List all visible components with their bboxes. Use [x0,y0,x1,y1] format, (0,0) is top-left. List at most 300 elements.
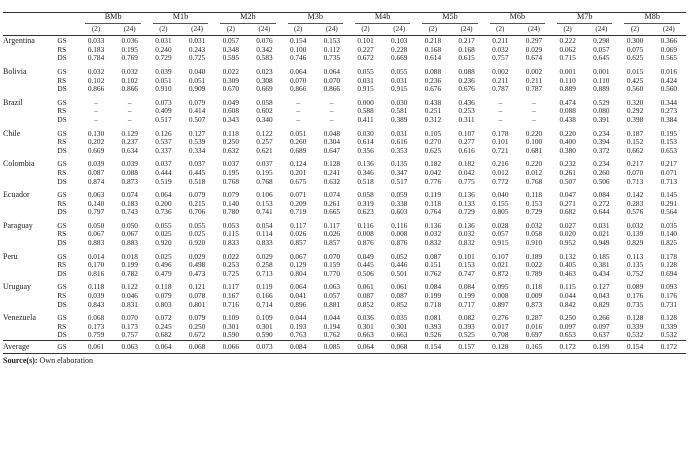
table-cell: 0.697 [525,330,543,340]
table-cell: 0.030 [391,97,408,107]
table-cell: 0.154 [289,35,307,45]
table-cell: 0.026 [289,229,307,239]
table-cell: 0.088 [458,66,475,76]
table-cell: 0.026 [323,229,341,239]
table-cell: 0.087 [87,167,105,177]
table-cell: – [498,106,503,116]
table-cell: 0.124 [289,159,307,169]
table-cell: 0.616 [458,145,475,155]
country-spacer [3,239,57,248]
table-cell: 0.118 [424,198,441,208]
model-header: M5b [416,13,483,25]
table-cell: 0.283 [626,198,644,208]
table-cell: 0.529 [593,97,610,107]
table-cell: 0.057 [593,44,610,54]
table-cell: 0.080 [593,106,610,116]
table-cell: 0.852 [357,299,374,309]
horizon-header: (2) [214,25,247,36]
country-spacer [3,85,57,94]
table-cell: 0.602 [256,106,273,116]
horizon-header: (24) [180,25,214,36]
table-cell: – [330,106,334,116]
table-cell: 0.046 [121,291,138,301]
table-cell: 0.135 [626,260,644,270]
table-cell: 0.713 [256,268,273,278]
table-cell: 0.260 [289,137,307,147]
table-cell: 0.236 [424,75,442,85]
stat-label: DS [57,299,67,309]
table-cell: 0.380 [559,145,576,155]
country-spacer [3,147,57,156]
table-cell: 0.768 [256,176,273,186]
table-cell: 0.195 [256,167,273,177]
table-cell: 0.228 [391,44,408,54]
table-cell: 0.804 [289,268,307,278]
table-cell: 0.211 [492,35,509,45]
table-cell: 0.300 [626,35,644,45]
table-cell: 0.017 [492,321,509,331]
table-cell: 0.041 [289,291,307,301]
table-cell: 0.101 [492,137,509,147]
country-spacer [3,323,57,332]
table-row [3,155,686,169]
table-cell: – [296,114,300,124]
stat-label: GS [57,220,67,230]
stat-label: GS [57,251,67,261]
country-spacer [3,138,57,147]
table-cell: 0.127 [593,282,610,292]
table-cell: 0.241 [323,167,341,177]
table-cell: 0.115 [222,229,239,239]
table-cell: 0.101 [357,35,374,45]
table-cell: 0.257 [256,137,273,147]
table-cell: 0.560 [626,84,644,94]
table-cell: 0.762 [323,330,341,340]
table-cell: – [127,97,132,107]
table-cell: 0.200 [155,198,172,208]
table-cell: 0.277 [458,137,475,147]
stat-label: RS [57,229,67,239]
table-cell: 0.176 [626,291,644,301]
table-cell: – [94,97,98,107]
horizon-header: (2) [416,25,449,36]
table-cell: 0.258 [256,260,273,270]
table-cell: 0.139 [626,229,644,239]
table-row [3,239,686,248]
horizon-header: (24) [652,25,686,36]
table-cell: 0.253 [458,106,475,116]
table-cell: 0.014 [87,251,105,261]
country-name: Colombia [3,159,35,169]
horizon-header: (24) [247,25,281,36]
table-cell: 0.729 [525,207,543,217]
table-cell: 0.040 [492,190,509,200]
table-cell: 0.304 [323,137,341,147]
table-cell: 0.309 [222,75,239,85]
table-cell: 0.064 [147,341,180,354]
table-cell: 0.002 [525,66,543,76]
table-cell: 0.154 [618,341,651,354]
table-cell: – [532,106,536,116]
table-row [3,217,686,231]
table-cell: – [94,106,98,116]
table-cell: 0.020 [559,229,576,239]
table-cell: 0.576 [626,207,644,217]
table-cell: 0.084 [593,190,610,200]
table-cell: 0.735 [323,53,341,63]
table-cell: 0.270 [424,137,442,147]
country-spacer [3,292,57,301]
table-cell: 0.059 [391,190,408,200]
table-cell: 0.178 [660,251,678,261]
table-cell: 0.009 [525,291,543,301]
table-cell: 0.366 [660,35,678,45]
table-cell: 0.079 [222,190,239,200]
table-cell: 0.506 [593,176,610,186]
table-cell: 0.787 [492,84,509,94]
table-cell: 0.070 [626,167,644,177]
table-cell: 0.118 [525,190,543,200]
table-cell: 0.532 [626,330,644,340]
country-spacer [3,208,57,217]
table-cell: 0.037 [222,159,239,169]
table-cell: 0.061 [357,282,374,292]
table-cell: 0.217 [660,159,678,169]
table-cell: 0.714 [256,299,273,309]
country-name: Peru [3,251,18,261]
table-cell: 0.292 [626,106,644,116]
table-cell: 0.663 [357,330,374,340]
table-cell: 0.583 [256,53,273,63]
table-cell: 0.128 [323,159,341,169]
table-cell: 0.118 [155,282,172,292]
table-cell: 0.130 [87,128,105,138]
country-name: Brazil [3,97,23,107]
table-cell: 0.032 [492,44,509,54]
table-cell: 0.716 [222,299,239,309]
table-cell: 0.616 [391,137,408,147]
table-cell: 0.245 [155,321,172,331]
table-cell: 0.590 [256,330,273,340]
table-cell: 0.044 [289,313,307,323]
table-cell: 0.537 [155,137,172,147]
table-cell: 0.132 [559,251,576,261]
stat-label: RS [57,75,67,85]
table-cell: 0.220 [525,159,543,169]
table-cell: 0.301 [222,321,239,331]
table-cell: 0.049 [357,251,374,261]
table-cell: 0.308 [256,75,273,85]
table-cell: 0.775 [458,176,475,186]
horizon-header: (2) [349,25,382,36]
table-cell: 0.037 [256,159,273,169]
table-cell: 0.273 [660,106,678,116]
table-cell: 0.076 [256,35,273,45]
table-cell: 0.825 [660,238,678,248]
table-cell: 0.064 [155,190,172,200]
table-cell: 0.507 [188,114,206,124]
table-cell: 0.136 [424,220,442,230]
table-cell: 0.032 [626,220,644,230]
table-cell: 0.833 [222,238,239,248]
table-cell: 0.250 [222,137,239,147]
table-row [3,125,686,139]
table-cell: 0.187 [626,128,644,138]
table-cell: 0.039 [87,291,105,301]
table-cell: 0.173 [87,321,105,331]
table-row [3,230,686,239]
table-cell: 0.320 [626,97,644,107]
table-cell: 0.199 [121,260,138,270]
table-cell: 0.297 [525,35,543,45]
table-cell: 0.340 [256,114,273,124]
table-cell: 0.674 [525,53,543,63]
table-cell: 0.743 [121,207,138,217]
table-cell: 0.501 [391,268,408,278]
table-cell: 0.063 [113,341,147,354]
table-cell: 0.022 [525,260,543,270]
table-cell: 0.496 [155,260,172,270]
table-cell: 0.670 [222,84,239,94]
country-spacer [3,107,57,116]
table-cell: 0.473 [188,268,206,278]
table-cell: 0.085 [315,341,349,354]
country-spacer [3,301,57,310]
table-cell: 0.055 [391,66,408,76]
table-cell: 0.100 [525,137,543,147]
horizon-header: (24) [113,25,147,36]
table-cell: 0.001 [559,66,576,76]
country-spacer [3,261,57,270]
model-header: M6b [484,13,551,25]
table-cell: 0.178 [492,128,509,138]
model-header: M3b [282,13,349,25]
table-cell: 0.012 [492,167,509,177]
table-cell: 0.102 [121,75,138,85]
table-cell: 0.729 [458,207,475,217]
table-row [3,323,686,332]
table-cell: 0.915 [391,84,408,94]
horizon-header: (2) [484,25,517,36]
table-cell: 0.479 [155,268,172,278]
table-cell: 0.682 [559,207,576,217]
table-cell: 0.261 [559,167,576,177]
table-cell: 0.110 [593,75,610,85]
table-cell: 0.763 [289,330,307,340]
table-cell: 0.787 [525,84,543,94]
table-cell: 0.105 [424,128,442,138]
stat-label: DS [57,207,67,217]
table-cell: 0.102 [87,75,105,85]
table-cell: 0.474 [559,97,576,107]
table-cell: 0.031 [593,220,610,230]
table-cell: 0.058 [357,190,374,200]
table-cell: 0.107 [458,128,475,138]
table-cell: 0.193 [289,321,307,331]
table-cell: 0.044 [323,313,341,323]
table-cell: 0.759 [87,330,105,340]
table-cell: 0.109 [222,313,239,323]
country-spacer [3,169,57,178]
country-name: Venezuela [3,313,36,323]
table-cell: 0.436 [458,97,475,107]
table-cell: 0.831 [121,299,138,309]
table-cell: 0.682 [155,330,172,340]
table-cell: 0.042 [458,167,475,177]
table-cell: 0.676 [424,84,442,94]
stat-label: GS [57,313,67,323]
table-cell: 0.084 [424,282,442,292]
table-cell: 0.037 [155,159,172,169]
table-cell: 0.071 [289,190,307,200]
stat-label: RS [57,137,67,147]
table-row [3,138,686,147]
table-cell: 0.153 [458,260,475,270]
table-cell: 0.159 [323,260,341,270]
table-cell: 0.444 [155,167,172,177]
table-cell: 0.012 [525,167,543,177]
table-cell: 0.061 [79,341,112,354]
table-cell: 0.842 [559,299,576,309]
table-cell: 0.074 [323,190,341,200]
table-cell: 0.140 [660,229,678,239]
source-note [3,356,686,365]
table-cell: 0.234 [593,128,610,138]
table-cell: 0.170 [87,260,105,270]
table-cell: 0.391 [593,114,610,124]
table-cell: 0.153 [660,137,678,147]
table-cell: 0.008 [391,229,408,239]
table-cell: 0.021 [492,260,509,270]
horizon-header: (2) [79,25,112,36]
table-cell: 0.113 [626,251,644,261]
table-cell: 0.185 [593,251,610,261]
stat-label: DS [57,84,67,94]
stat-label: RS [57,167,67,177]
table-cell: 0.173 [121,321,138,331]
table-cell: 0.348 [222,44,239,54]
table-cell: 0.866 [289,84,307,94]
country-spacer [3,77,57,86]
table-row [3,36,686,46]
table-cell: 0.240 [155,44,172,54]
table-cell: 0.151 [424,260,442,270]
table-cell: 0.276 [492,313,509,323]
table-cell: 0.052 [391,251,408,261]
table-cell: 0.517 [391,176,408,186]
table-cell: 0.033 [87,35,105,45]
table-cell: 0.133 [458,198,475,208]
table-cell: 0.438 [559,114,576,124]
table-cell: 0.608 [222,106,239,116]
table-cell: 0.833 [256,238,273,248]
table-cell: 0.334 [188,145,206,155]
table-cell: 0.762 [424,268,442,278]
table-cell: 0.881 [323,299,341,309]
stat-label: GS [57,97,67,107]
table-cell: 0.237 [121,137,138,147]
table-cell: 0.122 [121,282,138,292]
table-cell: 0.116 [357,220,374,230]
table-cell: 0.384 [660,114,678,124]
table-cell: 0.445 [188,167,206,177]
table-cell: 0.776 [424,176,442,186]
stat-label: DS [57,330,67,340]
table-cell: 0.405 [559,260,576,270]
table-cell: 0.070 [121,313,138,323]
table-cell: 0.222 [559,35,576,45]
table-cell: 0.079 [188,97,206,107]
table-cell: 0.897 [492,299,509,309]
table-cell: 0.119 [256,282,273,292]
stat-label: DS [57,238,67,248]
country-name: Chile [3,128,21,138]
stat-label: GS [57,282,67,292]
table-cell: 0.195 [121,44,138,54]
stat-label: DS [57,145,67,155]
table-cell: 0.866 [121,84,138,94]
model-header: M7b [551,13,618,25]
table-cell: – [498,97,503,107]
table-cell: 0.588 [357,106,374,116]
table-cell: 0.319 [357,198,374,208]
table-cell: 0.234 [593,159,610,169]
table-cell: 0.769 [121,53,138,63]
table-cell: 0.117 [290,220,307,230]
table-cell: 0.266 [593,313,610,323]
table-cell: 0.253 [222,260,239,270]
table-cell: 0.342 [256,44,273,54]
table-cell: 0.625 [626,53,644,63]
table-cell: 0.029 [188,251,206,261]
table-cell: 0.127 [188,128,206,138]
horizon-header: (24) [450,25,484,36]
table-cell: 0.199 [584,341,618,354]
table-cell: 0.729 [155,53,172,63]
table-cell: 0.438 [424,97,442,107]
table-cell: 0.338 [391,198,408,208]
stat-label: RS [57,260,67,270]
table-cell: – [127,106,132,116]
table-row [3,208,686,217]
table-cell: 0.339 [660,321,678,331]
table-cell: 0.272 [593,198,610,208]
table-cell: 0.078 [188,291,206,301]
table-cell: 0.243 [188,44,206,54]
table-cell: 0.153 [525,198,543,208]
table-cell: 0.353 [391,145,408,155]
table-cell: 0.073 [155,97,172,107]
table-cell: 0.043 [593,291,610,301]
table-cell: 0.803 [155,299,172,309]
table-cell: 0.920 [155,238,172,248]
table-cell: 0.876 [357,238,374,248]
horizon-header: (2) [551,25,584,36]
table-cell: 0.829 [593,299,610,309]
table-row [3,261,686,270]
model-header: M8b [618,13,686,25]
table-cell: 0.118 [525,282,543,292]
table-cell: 0.194 [323,321,341,331]
table-cell: 0.220 [525,128,543,138]
table-cell: 0.463 [559,268,576,278]
table-cell: 0.343 [222,114,239,124]
table-cell: 0.411 [357,114,374,124]
table-cell: 0.797 [87,207,105,217]
table-cell: 0.669 [256,84,273,94]
table-cell: 0.653 [660,145,678,155]
table-cell: 0.152 [626,137,644,147]
